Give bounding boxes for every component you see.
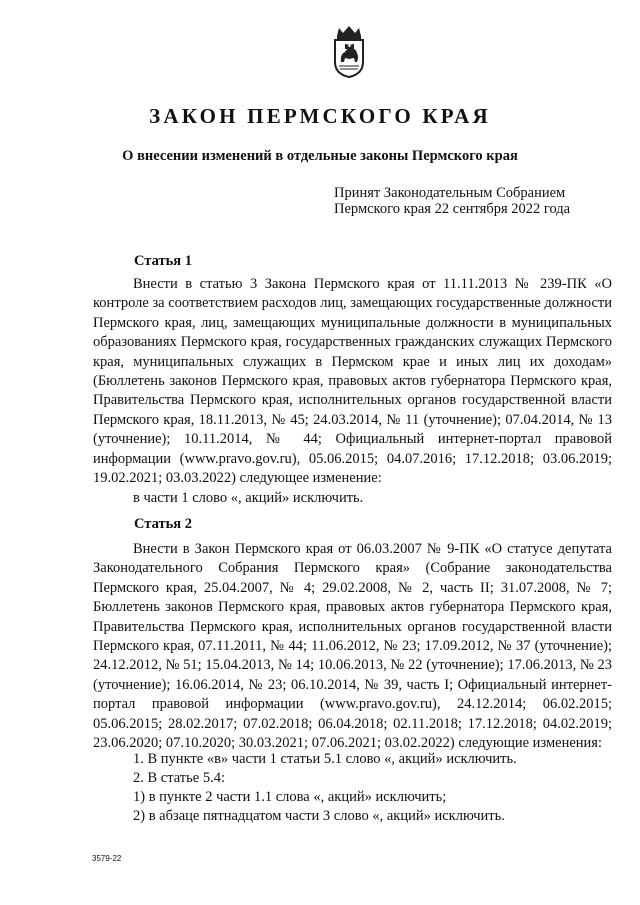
adoption-line-1: Принят Законодательным Собранием <box>334 185 566 201</box>
coat-of-arms-icon <box>329 24 369 78</box>
article-2-heading: Статья 2 <box>134 516 192 532</box>
law-subtitle: О внесении изменений в отдельные законы Пермского края <box>122 148 518 164</box>
article-2-item-4: 2) в абзаце пятнадцатом части 3 слово «, акций» исключить. <box>133 808 505 824</box>
article-1-heading: Статья 1 <box>134 253 192 269</box>
law-title: ЗАКОН ПЕРМСКОГО КРАЯ <box>149 104 491 128</box>
article-1-item: в части 1 слово «, акций» исключить. <box>133 490 364 506</box>
adoption-line-2: Пермского края 22 сентября 2022 года <box>334 201 571 217</box>
article-2-item-2: 2. В статье 5.4: <box>133 770 225 786</box>
article-2-item-3: 1) в пункте 2 части 1.1 слова «, акций» исключить; <box>133 789 447 805</box>
article-2-item-1: 1. В пункте «в» части 1 статьи 5.1 слово «, акций» исключить. <box>133 751 517 767</box>
adoption-note <box>334 185 624 217</box>
document-code: 3579-22 <box>92 854 122 863</box>
article-2-text: Внести в Закон Пермского края от 06.03.2007 № 9-ПК «О статусе депутата Законодательного Собрания Пермского края» (Собрание законодательства Пермского края, 25.04.2007, № 4; 29.02.2008, № 2, часть II; 31.07.2008, № 7; Бюллетень законов Пермского края, правовых актов губернатора Пермского края, Правительства Пермского края, исполнительных органов государственной власти Пермского края, 07.11.2011, № 44; 11.06.2012, № 23; 17.09.2012, № 37 (уточнение); 24.12.2012, № 51; 15.04.2013, № 14; 10.06.2013, № 22 (уточнение); 17.06.2013, № 23 (уточнение); 16.06.2014, № 23; 06.10.2014, № 39, часть I; Официальный интернет-портал правовой информации (www.pravo.gov.ru), 24.12.2014; 06.02.2015; 05.06.2015; 28.02.2017; 07.02.2018; 06.04.2018; 02.11.2018; 17.12.2018; 04.02.2019; 23.06.2020; 07.10.2020; 30.03.2021; 07.06.2021; 03.02.2022) следующие изменения: <box>93 541 612 752</box>
article-1-text: Внести в статью 3 Закона Пермского края от 11.11.2013 № 239-ПК «О контроле за соответствием расходов лиц, замещающих государственные должности Пермского края, лиц, замещающих муниципальные должности в муниципальных образованиях Пермского края, государственных гражданских служащих Пермского края, муниципальных служащих в Пермском крае и иных лиц их доходам» (Бюллетень законов Пермского края, правовых актов губернатора Пермского края, Правительства Пермского края, исполнительных органов государственной власти Пермского края, 18.11.2013, № 45; 24.03.2014, № 11 (уточнение); 07.04.2014, № 13 (уточнение); 10.11.2014, № 44; Официальный интернет-портал правовой информации (www.pravo.gov.ru), 05.06.2015; 04.07.2016; 17.12.2018; 03.06.2019; 19.02.2021; 03.03.2022) следующее изменение: <box>93 276 612 487</box>
